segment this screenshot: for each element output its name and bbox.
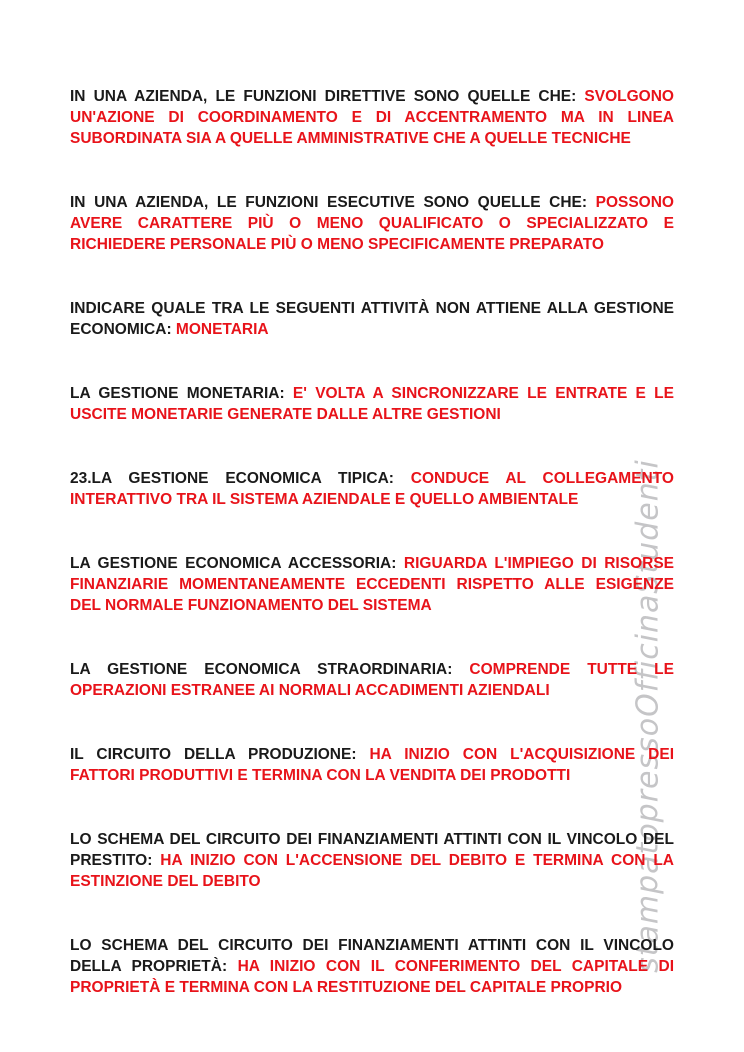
question-text: LA GESTIONE ECONOMICA STRAORDINARIA: — [70, 661, 453, 678]
qa-list — [70, 86, 674, 1041]
question-text: LO SCHEMA DEL CIRCUITO DEI FINANZIAMENTI ATTINTI CON IL VINCOLO DEL PRESTITO: — [70, 831, 674, 869]
qa-item — [70, 659, 674, 701]
qa-item — [70, 298, 674, 340]
question-text: IN UNA AZIENDA, LE FUNZIONI DIRETTIVE SONO QUELLE CHE: — [70, 88, 577, 105]
question-text: IN UNA AZIENDA, LE FUNZIONI ESECUTIVE SONO QUELLE CHE: — [70, 194, 588, 211]
answer-text: MONETARIA — [175, 321, 269, 338]
answer-text: SVOLGONO UN'AZIONE DI COORDINAMENTO E DI ACCENTRAMENTO MA IN LINEA SUBORDINATA SIA A QUELLE AMMINISTRATIVE CHE A QUELLE TECNICHE — [70, 88, 674, 147]
qa-item — [70, 829, 674, 892]
answer-text: HA INIZIO CON IL CONFERIMENTO DEL CAPITALE DI PROPRIETÀ E TERMINA CON LA RESTITUZIONE DEL CAPITALE PROPRIO — [70, 958, 675, 996]
qa-item — [70, 744, 674, 786]
qa-item — [70, 192, 674, 255]
question-text: INDICARE QUALE TRA LE SEGUENTI ATTIVITÀ NON ATTIENE ALLA GESTIONE ECONOMICA: — [70, 300, 674, 338]
answer-text: HA INIZIO CON L'ACQUISIZIONE DEI FATTORI PRODUTTIVI E TERMINA CON LA VENDITA DEI PRODOTTI — [70, 746, 675, 784]
answer-text: COMPRENDE TUTTE LE OPERAZIONI ESTRANEE AI NORMALI ACCADIMENTI AZIENDALI — [70, 661, 674, 699]
qa-item — [70, 86, 674, 149]
qa-item — [70, 935, 674, 998]
answer-text: HA INIZIO CON L'ACCENSIONE DEL DEBITO E TERMINA CON LA ESTINZIONE DEL DEBITO — [70, 852, 674, 890]
answer-text: CONDUCE AL COLLEGAMENTO INTERATTIVO TRA IL SISTEMA AZIENDALE E QUELLO AMBIENTALE — [70, 470, 674, 508]
watermark: stampatopressoOfficinaStudenti — [630, 459, 666, 973]
qa-item — [70, 383, 674, 425]
answer-text: POSSONO AVERE CARATTERE PIÙ O MENO QUALIFICATO O SPECIALIZZATO E RICHIEDERE PERSONALE PIÙ O MENO SPECIFICAMENTE PREPARATO — [70, 194, 674, 253]
question-text: 23.LA GESTIONE ECONOMICA TIPICA: — [70, 470, 394, 487]
question-text: LA GESTIONE ECONOMICA ACCESSORIA: — [70, 555, 397, 572]
question-text: IL CIRCUITO DELLA PRODUZIONE: — [70, 746, 357, 763]
question-text: LA GESTIONE MONETARIA: — [70, 385, 285, 402]
question-text: LO SCHEMA DEL CIRCUITO DEI FINANZIAMENTI ATTINTI CON IL VINCOLO DELLA PROPRIETÀ: — [70, 937, 674, 975]
qa-item — [70, 553, 674, 616]
answer-text: E' VOLTA A SINCRONIZZARE LE ENTRATE E LE USCITE MONETARIE GENERATE DALLE ALTRE GESTIONI — [70, 385, 674, 423]
answer-text: RIGUARDA L'IMPIEGO DI RISORSE FINANZIARIE MOMENTANEAMENTE ECCEDENTI RISPETTO ALLE ESIGENZE DEL NORMALE FUNZIONAMENTO DEL SISTEMA — [70, 555, 674, 614]
qa-item — [70, 468, 674, 510]
